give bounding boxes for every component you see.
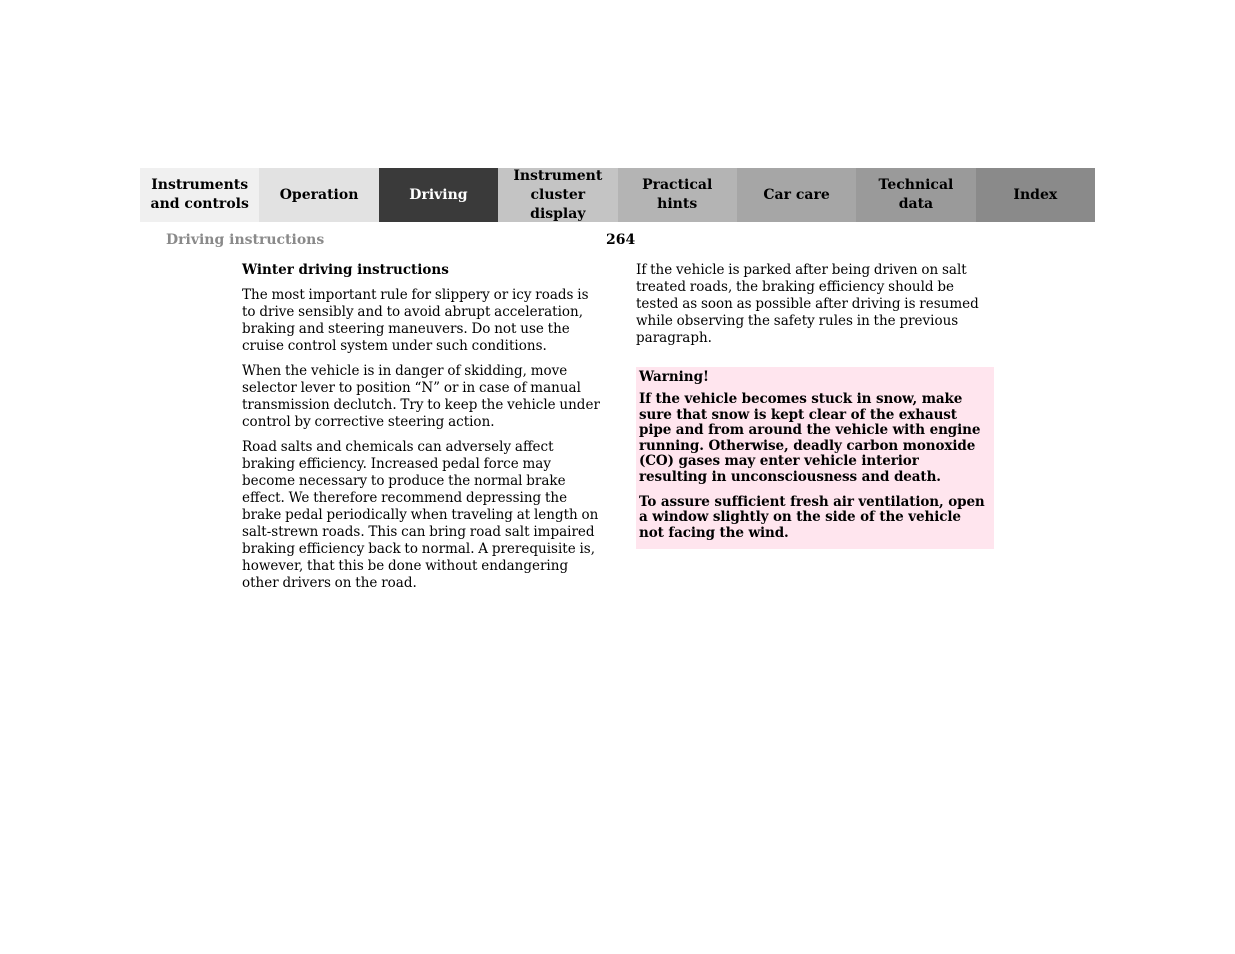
chapter-navigation — [140, 168, 1095, 222]
warning-paragraph: If the vehicle becomes stuck in snow, make sure that snow is kept clear of the exhaust pipe and from around the vehicle with engine running. Otherwise, deadly carbon monoxide (CO) gases may enter vehicle interior resulting in unconsciousness and death. — [639, 391, 981, 485]
tab-label-line1: Instrument — [513, 167, 603, 184]
tab-label-line1: Car care — [763, 186, 830, 203]
tab-label-line1: Operation — [279, 186, 359, 203]
warning-paragraph: To assure sufficient fresh air ventilation, open a window slightly on the side of the vehicle not facing the wind. — [639, 493, 985, 541]
tab-operation[interactable] — [259, 168, 378, 222]
tab-label-line1: Technical — [878, 177, 954, 193]
section-title: Driving instructions — [166, 232, 325, 248]
tab-label-line1: Driving — [409, 186, 468, 203]
warning-title: Warning! — [639, 369, 709, 385]
tab-label-line1: Instruments — [151, 177, 249, 193]
body-paragraph: Road salts and chemicals can adversely affect braking efficiency. Increased pedal force may become necessary to produce the normal brake effect. We therefore recommend depressing the brake pedal periodically when traveling at length on salt-strewn roads. This can bring road salt impaired braking efficiency back to normal. A prerequisite is, however, that this be done without endangering other drivers on the road. — [242, 439, 599, 591]
right-column — [636, 262, 994, 549]
tab-label-line1: Practical hints — [642, 177, 713, 212]
tab-instrument-cluster-display[interactable] — [498, 168, 617, 222]
body-paragraph: If the vehicle is parked after being driven on salt treated roads, the braking efficiency should be tested as soon as possible after driving is resumed while observing the safety rules in the previous paragraph. — [636, 262, 979, 346]
body-paragraph: When the vehicle is in danger of skidding, move selector lever to position “N” or in case of manual transmission declutch. Try to keep the vehicle under control by corrective steering action. — [242, 363, 600, 430]
tab-label-line2: and controls — [150, 196, 249, 212]
body-paragraph: The most important rule for slippery or icy roads is to drive sensibly and to avoid abrupt acceleration, braking and steering maneuvers. Do not use the cruise control system under such conditions. — [242, 287, 589, 354]
tab-label-line2: cluster display — [530, 186, 586, 222]
tab-label-line2: data — [898, 196, 934, 212]
tab-practical-hints[interactable] — [618, 168, 737, 222]
tab-technical-data[interactable] — [856, 168, 975, 222]
page-number: 264 — [606, 232, 636, 248]
warning-box — [636, 367, 994, 549]
tab-instruments-and-controls[interactable] — [140, 168, 259, 222]
tab-car-care[interactable] — [737, 168, 856, 222]
tab-label-line1: Index — [1013, 186, 1058, 203]
tab-index[interactable] — [976, 168, 1095, 222]
left-column — [242, 262, 604, 600]
tab-driving[interactable] — [379, 168, 498, 222]
section-heading: Winter driving instructions — [242, 262, 449, 278]
